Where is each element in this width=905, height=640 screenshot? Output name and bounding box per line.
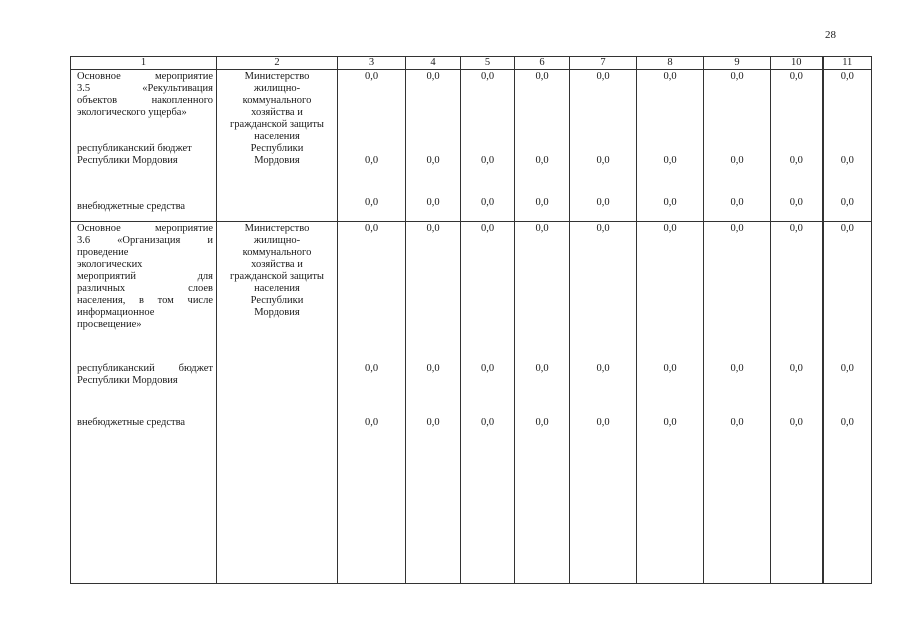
value: 0,0 (426, 223, 440, 234)
value-cell (771, 70, 823, 222)
value-cell (704, 222, 771, 584)
value: 0,0 (840, 417, 854, 428)
responsible-cell (217, 222, 338, 584)
value: 0,0 (730, 223, 744, 234)
activity-title-line: населения, в том числе (77, 295, 213, 306)
value: 0,0 (364, 197, 379, 208)
value: 0,0 (840, 155, 854, 166)
value: 0,0 (364, 71, 379, 82)
value: 0,0 (789, 223, 803, 234)
value: 0,0 (596, 223, 610, 234)
value-cell (823, 222, 872, 584)
value-cell (570, 222, 637, 584)
value-cell (406, 222, 461, 584)
value: 0,0 (596, 197, 610, 208)
value: 0,0 (535, 363, 549, 374)
value: 0,0 (840, 71, 854, 82)
responsible-line: гражданской защиты (230, 119, 324, 130)
value: 0,0 (789, 155, 803, 166)
funding-source-line: Республики Мордовия (77, 375, 178, 386)
funding-source-line: Республики Мордовия (77, 155, 178, 166)
value-cell (461, 222, 515, 584)
column-header: 3 (338, 57, 406, 70)
activity-title-line: 3.6 «Организация и (77, 235, 213, 246)
value: 0,0 (596, 71, 610, 82)
value: 0,0 (535, 223, 549, 234)
budget-table (70, 56, 872, 584)
value: 0,0 (663, 197, 677, 208)
value: 0,0 (596, 417, 610, 428)
activity-title-line: информационное (77, 307, 155, 318)
value: 0,0 (426, 155, 440, 166)
value: 0,0 (535, 71, 549, 82)
responsible-line: коммунального (242, 95, 312, 106)
value: 0,0 (663, 417, 677, 428)
column-header: 2 (217, 57, 338, 70)
table-row (71, 70, 872, 222)
value-cell (461, 70, 515, 222)
value: 0,0 (730, 155, 744, 166)
column-header: 9 (704, 57, 771, 70)
funding-source-line: внебюджетные средства (77, 417, 186, 428)
value: 0,0 (730, 417, 744, 428)
activity-title-line: экологического ущерба» (77, 107, 187, 118)
value-cell (338, 70, 406, 222)
responsible-line: населения (254, 131, 300, 142)
value: 0,0 (840, 223, 854, 234)
activity-title-line: мероприятий для (77, 271, 213, 282)
column-header: 10 (771, 57, 823, 70)
value: 0,0 (480, 197, 495, 208)
activity-cell (71, 222, 217, 584)
value: 0,0 (535, 197, 549, 208)
responsible-line: хозяйства и (251, 259, 303, 270)
value-cell (704, 70, 771, 222)
value-cell (406, 70, 461, 222)
activity-title-line: Основное мероприятие (77, 223, 213, 234)
value: 0,0 (364, 363, 379, 374)
responsible-line: Республики (250, 143, 304, 154)
value: 0,0 (730, 363, 744, 374)
value-cell (515, 222, 570, 584)
value-cell (637, 70, 704, 222)
activity-title-line: проведение (77, 247, 129, 258)
column-header: 8 (637, 57, 704, 70)
value: 0,0 (364, 155, 379, 166)
column-header: 1 (71, 57, 217, 70)
value: 0,0 (480, 417, 495, 428)
value: 0,0 (596, 155, 610, 166)
page-number: 28 (825, 29, 836, 41)
value: 0,0 (840, 363, 854, 374)
activity-title-line: экологических (77, 259, 143, 270)
activity-cell (71, 70, 217, 222)
value: 0,0 (480, 363, 495, 374)
value-cell (338, 222, 406, 584)
header-row (71, 57, 872, 70)
value: 0,0 (426, 417, 440, 428)
responsible-cell (217, 70, 338, 222)
value: 0,0 (426, 71, 440, 82)
value: 0,0 (789, 363, 803, 374)
value-cell (637, 222, 704, 584)
value: 0,0 (596, 363, 610, 374)
value: 0,0 (840, 197, 854, 208)
responsible-line: жилищно- (253, 83, 301, 94)
value: 0,0 (535, 155, 549, 166)
value-cell (570, 70, 637, 222)
value: 0,0 (663, 363, 677, 374)
activity-title-line: Основное мероприятие (77, 71, 213, 82)
funding-source-line: республиканский бюджет (77, 363, 213, 374)
column-header: 7 (570, 57, 637, 70)
value: 0,0 (480, 155, 495, 166)
column-header: 6 (515, 57, 570, 70)
responsible-line: населения (254, 283, 300, 294)
responsible-line: хозяйства и (251, 107, 303, 118)
value: 0,0 (535, 417, 549, 428)
responsible-line: Министерство (244, 223, 310, 234)
responsible-line: Мордовия (254, 155, 300, 166)
column-header: 5 (461, 57, 515, 70)
value: 0,0 (364, 223, 379, 234)
activity-title-line: просвещение» (77, 319, 142, 330)
responsible-line: жилищно- (253, 235, 301, 246)
responsible-line: гражданской защиты (230, 271, 324, 282)
responsible-line: Министерство (244, 71, 310, 82)
value: 0,0 (663, 155, 677, 166)
value: 0,0 (789, 71, 803, 82)
activity-title-line: различных слоев (77, 283, 213, 294)
value: 0,0 (730, 71, 744, 82)
responsible-line: коммунального (242, 247, 312, 258)
column-header: 11 (823, 57, 872, 70)
value: 0,0 (789, 197, 803, 208)
value: 0,0 (480, 71, 495, 82)
value-cell (515, 70, 570, 222)
value: 0,0 (663, 71, 677, 82)
funding-source-line: внебюджетные средства (77, 201, 186, 212)
funding-source-line: республиканский бюджет (77, 143, 192, 154)
value: 0,0 (730, 197, 744, 208)
value-cell (771, 222, 823, 584)
activity-title-line: 3.5 «Рекультивация (77, 83, 213, 94)
value: 0,0 (663, 223, 677, 234)
value: 0,0 (480, 223, 495, 234)
responsible-line: Республики (250, 295, 304, 306)
column-header: 4 (406, 57, 461, 70)
value: 0,0 (426, 197, 440, 208)
value: 0,0 (364, 417, 379, 428)
responsible-line: Мордовия (254, 307, 300, 318)
table-row (71, 222, 872, 584)
activity-title-line: объектов накопленного (77, 95, 213, 106)
value: 0,0 (789, 417, 803, 428)
value: 0,0 (426, 363, 440, 374)
value-cell (823, 70, 872, 222)
